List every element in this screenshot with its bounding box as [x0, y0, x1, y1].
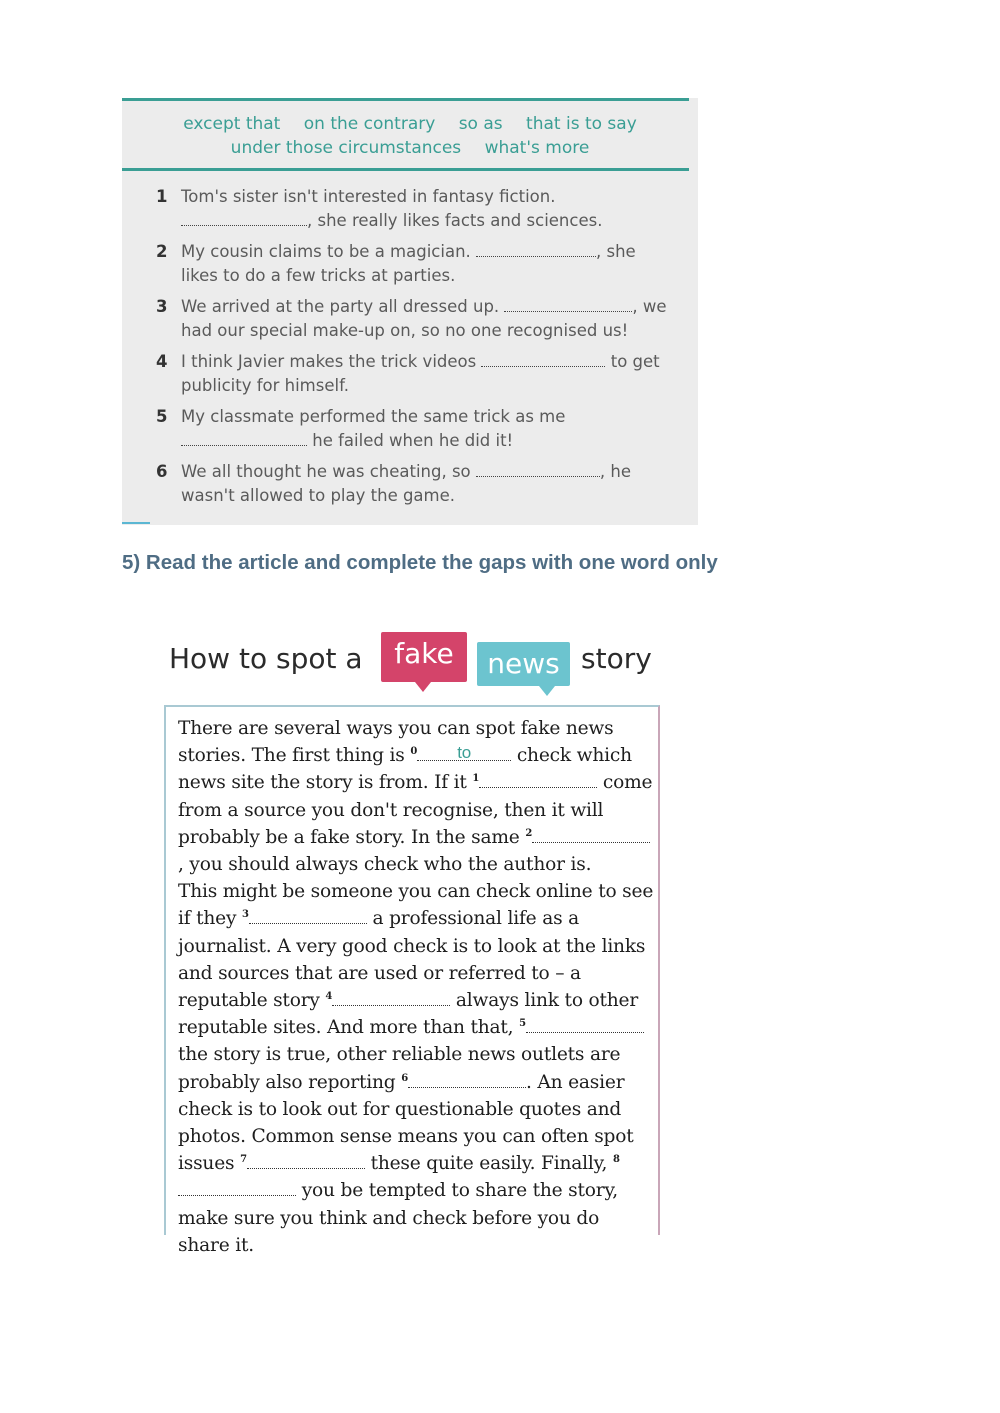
item-text: he failed when he did it! — [312, 431, 514, 450]
exercise-5-heading: 5) Read the article and complete the gaps with one word only — [122, 551, 718, 574]
title-text: story — [581, 642, 652, 675]
answer-gap-5[interactable] — [526, 1016, 644, 1033]
gap-number: 8 — [612, 1154, 620, 1166]
article-segment: always link to other reputable sites. And more than that, — [178, 990, 639, 1039]
word-bank — [122, 112, 698, 160]
article-segment: a professional life as a journalist. A very good check is to look at the links and sources that are used or referred to – a reputable story — [178, 908, 646, 1012]
word-bank-item: what's more — [484, 138, 590, 158]
item-text: had our special make-up on, so no one recognised us! — [181, 321, 629, 340]
article-segment: . An easier check is to look out for questionable quotes and photos. Common sense means you can often spot issues — [178, 1071, 634, 1175]
item-number: 2 — [156, 242, 168, 261]
article-text — [178, 715, 654, 1259]
item-number: 1 — [156, 187, 168, 206]
word-bank-item: so as — [458, 114, 503, 134]
middle-divider — [122, 168, 689, 171]
accent-line — [122, 522, 150, 524]
answer-gap-0 — [417, 744, 511, 761]
item-number: 4 — [156, 352, 168, 371]
answer-gap[interactable] — [504, 297, 632, 312]
answer-gap-1[interactable] — [479, 771, 597, 788]
item-text: , he — [599, 462, 632, 481]
exercise-4-items — [156, 185, 686, 515]
answer-gap[interactable] — [476, 462, 600, 477]
answer-gap[interactable] — [476, 242, 596, 257]
item-text: , we — [632, 297, 667, 316]
article-segment: check which news site the story is from. If it — [178, 745, 632, 794]
gap-number: 4 — [325, 990, 333, 1002]
item-text: , she — [596, 242, 636, 261]
item-text: We all thought he was cheating, so — [181, 462, 471, 481]
exercise-4-box — [122, 98, 698, 525]
item-text: wasn't allowed to play the game. — [181, 486, 456, 505]
answer-gap[interactable] — [181, 431, 307, 446]
answer-gap-7[interactable] — [247, 1152, 365, 1169]
article-segment: There are several ways you can spot fake news stories. The first thing is — [178, 718, 614, 767]
answer-gap[interactable] — [481, 352, 605, 367]
gap-number: 5 — [519, 1018, 526, 1030]
item-number: 6 — [156, 462, 168, 481]
answer-gap-3[interactable] — [249, 907, 367, 924]
fake-badge: fake — [381, 632, 467, 682]
answer-gap-2[interactable] — [532, 826, 650, 843]
list-item — [156, 405, 686, 453]
gap-number: 7 — [240, 1154, 247, 1166]
item-text: to get — [610, 352, 660, 371]
item-text: My classmate performed the same trick as me — [181, 407, 566, 426]
list-item — [156, 240, 686, 288]
article-segment: the story is true, other reliable news outlets are probably also reporting — [178, 1044, 621, 1093]
item-number: 5 — [156, 407, 168, 426]
item-text: likes to do a few tricks at parties. — [181, 266, 456, 285]
gap-number: 3 — [242, 909, 249, 921]
item-text: My cousin claims to be a magician. — [181, 242, 471, 261]
article-segment: come from a source you don't recognise, then it will probably be a fake story. In the same — [178, 772, 653, 848]
news-badge: news — [477, 642, 570, 686]
word-bank-item: on the contrary — [303, 114, 436, 134]
item-text: publicity for himself. — [181, 376, 349, 395]
article-title — [169, 632, 729, 696]
title-text: How to spot a — [169, 642, 363, 675]
gap-number: 2 — [525, 827, 533, 839]
list-item — [156, 350, 686, 398]
answer-gap-8[interactable] — [178, 1179, 296, 1196]
article-segment: , you should always check who the author is. — [178, 854, 592, 876]
list-item — [156, 295, 686, 343]
word-bank-item: except that — [183, 114, 281, 134]
article-segment: you be tempted to share the story, make sure you think and check before you do share it. — [178, 1180, 619, 1256]
item-text: I think Javier makes the trick videos — [181, 352, 477, 371]
list-item — [156, 460, 686, 508]
answer-gap-4[interactable] — [332, 989, 450, 1006]
item-text: We arrived at the party all dressed up. — [181, 297, 500, 316]
item-number: 3 — [156, 297, 168, 316]
item-text: Tom's sister isn't interested in fantasy fiction. — [181, 187, 556, 206]
top-divider — [122, 98, 689, 101]
gap-number: 1 — [472, 773, 480, 785]
gap-number: 0 — [410, 746, 418, 758]
list-item — [156, 185, 686, 233]
article-segment: This might be someone you can check online to see if they — [178, 881, 654, 930]
word-bank-item: that is to say — [526, 114, 637, 134]
item-text: , she really likes facts and sciences. — [307, 211, 603, 230]
gap-number: 6 — [401, 1072, 408, 1084]
answer-gap-6[interactable] — [408, 1071, 526, 1088]
example-answer: to — [457, 743, 471, 763]
word-bank-item: under those circumstances — [230, 138, 462, 158]
answer-gap[interactable] — [181, 211, 307, 226]
article-segment: these quite easily. Finally, — [370, 1153, 608, 1175]
article-box — [164, 705, 660, 1256]
